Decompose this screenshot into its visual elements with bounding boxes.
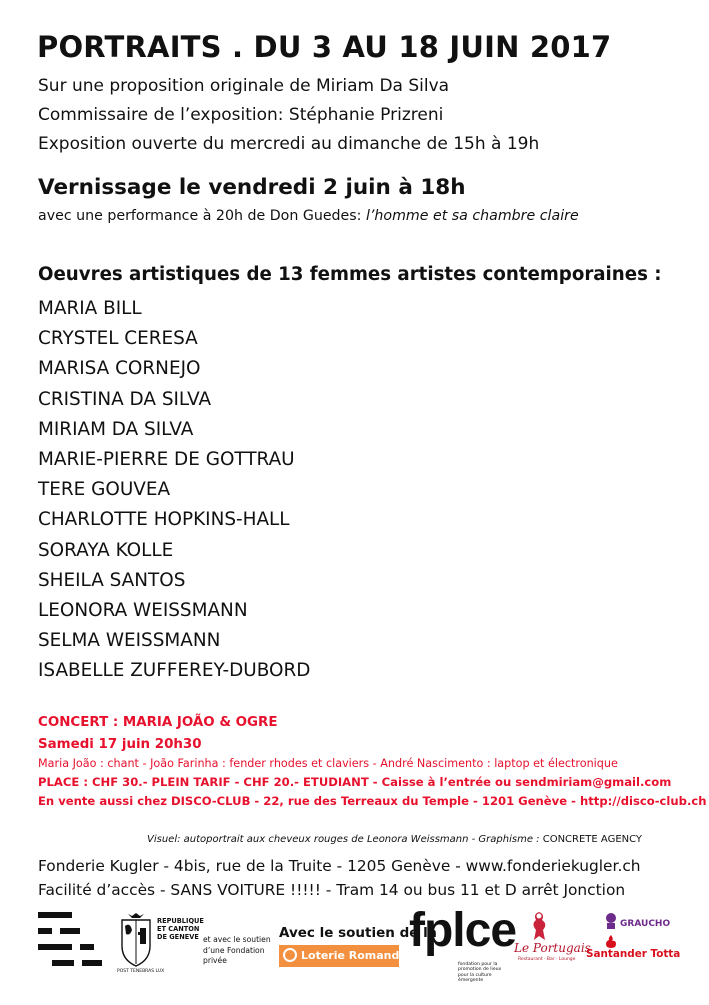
- visual-credits: [147, 834, 642, 845]
- artist-list: [38, 294, 310, 686]
- fondation-privee-text: et avec le soutien d’une Fondation privée: [203, 935, 271, 965]
- works-heading: Oeuvres artistiques de 13 femmes artistes contemporaines :: [38, 264, 662, 285]
- concert-title: CONCERT : MARIA JOÃO & OGRE: [38, 715, 278, 730]
- concert-date: Samedi 17 juin 20h30: [38, 737, 202, 752]
- performance-line: [38, 208, 579, 224]
- fplce-logo: fplce: [409, 904, 517, 957]
- santander-totta-logo: Santander Totta: [586, 948, 681, 960]
- soutien-label: Avec le soutien de la: [279, 925, 437, 941]
- intro-line-proposition: Sur une proposition originale de Miriam Da Silva: [38, 76, 450, 96]
- le-portugais-figure-icon: [528, 910, 550, 942]
- loterie-romande-label: Loterie Romande: [301, 949, 407, 962]
- geneve-coat-of-arms-icon: [118, 912, 154, 968]
- vernissage-title: Vernissage le vendredi 2 juin à 18h: [38, 175, 466, 200]
- visuel-text: autoportrait aux cheveux rouges de Leonora Weissmann - Graphisme :: [183, 834, 543, 845]
- access-info: Facilité d’accès - SANS VOITURE !!!!! - Tram 14 ou bus 11 et D arrêt Jonction: [38, 881, 626, 899]
- list-item: MARISA CORNEJO: [38, 358, 201, 380]
- visuel-label: Visuel:: [147, 834, 184, 845]
- fonderie-kugler-logo: [38, 912, 104, 970]
- loterie-romande-logo: [279, 945, 407, 967]
- list-item: SORAYA KOLLE: [38, 539, 174, 561]
- groucho-figure-icon: [604, 912, 618, 930]
- geneve-logo-text: REPUBLIQUE ET CANTON DE GENEVE: [157, 917, 204, 941]
- le-portugais-logo: Le Portugais: [514, 941, 591, 955]
- list-item: CRYSTEL CERESA: [38, 328, 198, 350]
- list-item: CHARLOTTE HOPKINS-HALL: [38, 509, 290, 531]
- list-item: ISABELLE ZUFFEREY-DUBORD: [38, 660, 311, 682]
- performance-title: l’homme et sa chambre claire: [365, 208, 579, 224]
- ticket-sale-info: En vente aussi chez DISCO-CLUB - 22, rue des Terreaux du Temple - 1201 Genève - http://disco-club.ch: [38, 794, 707, 808]
- list-item: LEONORA WEISSMANN: [38, 599, 248, 621]
- list-item: MIRIAM DA SILVA: [38, 418, 194, 440]
- performance-prefix: avec une performance à 20h de Don Guedes:: [38, 208, 366, 224]
- list-item: MARIE-PIERRE DE GOTTRAU: [38, 448, 295, 470]
- list-item: TERE GOUVEA: [38, 479, 171, 501]
- geneve-motto: POST TENEBRAS LUX: [117, 969, 165, 974]
- le-portugais-subtitle: Restaurant · Bar · Lounge: [518, 957, 576, 962]
- list-item: MARIA BILL: [38, 298, 142, 319]
- list-item: SELMA WEISSMANN: [38, 630, 221, 652]
- ticket-price: PLACE : CHF 30.- PLEIN TARIF - CHF 20.- ETUDIANT - Caisse à l’entrée ou sendmiriam@gmail.com: [38, 775, 672, 789]
- loterie-sun-icon: [283, 948, 297, 962]
- intro-line-commissaire: Commissaire de l’exposition: Stéphanie Prizreni: [38, 105, 444, 125]
- list-item: CRISTINA DA SILVA: [38, 388, 212, 410]
- page-title: PORTRAITS . DU 3 AU 18 JUIN 2017: [37, 30, 612, 64]
- intro-line-horaires: Exposition ouverte du mercredi au dimanche de 15h à 19h: [38, 134, 540, 154]
- concert-musicians: Maria João : chant - João Farinha : fender rhodes et claviers - André Nascimento : laptop et électronique: [38, 757, 618, 770]
- graphisme-credit: CONCRETE AGENCY: [542, 834, 643, 845]
- santander-flame-icon: [604, 935, 618, 948]
- groucho-logo: GRAUCHO: [620, 919, 671, 929]
- list-item: SHEILA SANTOS: [38, 569, 186, 591]
- fplce-subtitle: fondation pour la promotion de lieux pour la culture émergente: [458, 962, 502, 984]
- venue-address: Fonderie Kugler - 4bis, rue de la Truite - 1205 Genève - www.fonderiekugler.ch: [38, 857, 641, 875]
